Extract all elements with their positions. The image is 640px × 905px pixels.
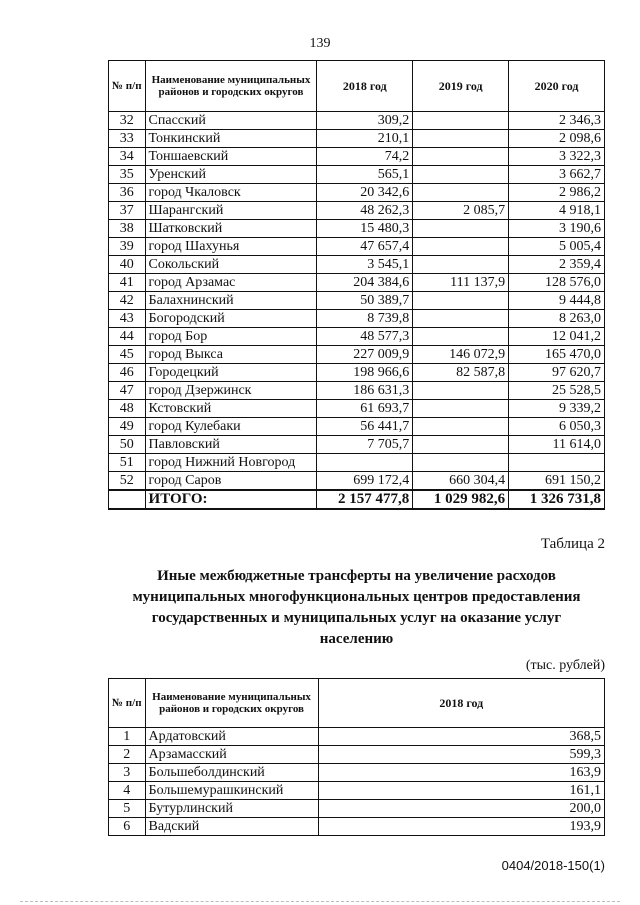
value-2018: 186 631,3 [317,382,413,400]
title-line: государственных и муниципальных услуг на оказание услуг [151,610,562,626]
table-row [109,382,605,400]
table-row [109,364,605,382]
row-number: 34 [109,148,146,166]
row-number: 35 [109,166,146,184]
table-row [109,346,605,364]
table-row [109,148,605,166]
value-2018: 20 342,6 [317,184,413,202]
row-number: 52 [109,472,146,491]
total-num-cell [109,490,146,509]
district-name: Большеболдинский [145,764,318,782]
total-2018: 2 157 477,8 [317,490,413,509]
value-2020: 691 150,2 [509,472,605,491]
table-row [109,238,605,256]
district-name: город Шахунья [145,238,317,256]
header-num: № п/п [109,61,146,112]
value-2019 [413,166,509,184]
table-row [109,256,605,274]
value-2020: 128 576,0 [509,274,605,292]
district-name: Арзамасский [145,746,318,764]
value-2018: 3 545,1 [317,256,413,274]
value-2018: 161,1 [318,782,604,800]
value-2019: 111 137,9 [413,274,509,292]
header-num: № п/п [109,679,146,728]
district-name: Шарангский [145,202,317,220]
table-row [109,166,605,184]
table-row [109,782,605,800]
transfers-table-2 [108,678,605,836]
table-2-body [109,728,605,836]
district-name: Уренский [145,166,317,184]
district-name: Большемурашкинский [145,782,318,800]
value-2018: 163,9 [318,764,604,782]
total-2019: 1 029 982,6 [413,490,509,509]
scan-edge-divider [20,900,620,902]
district-name: город Нижний Новгород [145,454,317,472]
row-number: 40 [109,256,146,274]
table-row [109,418,605,436]
row-number: 6 [109,818,146,836]
district-name: Богородский [145,310,317,328]
table-row [109,184,605,202]
header-2018: 2018 год [317,61,413,112]
row-number: 48 [109,400,146,418]
row-number: 45 [109,346,146,364]
table-row [109,328,605,346]
row-number: 38 [109,220,146,238]
value-2019 [413,130,509,148]
value-2019 [413,148,509,166]
table-row [109,764,605,782]
header-name: Наименование муниципальных районов и городских округов [145,679,318,728]
table-header-row [109,679,605,728]
value-2020: 9 339,2 [509,400,605,418]
table-row [109,112,605,130]
table-row [109,130,605,148]
row-number: 50 [109,436,146,454]
value-2020: 2 098,6 [509,130,605,148]
value-2020 [509,454,605,472]
row-number: 42 [109,292,146,310]
district-name: Тоншаевский [145,148,317,166]
value-2019 [413,292,509,310]
value-2018: 56 441,7 [317,418,413,436]
value-2018 [317,454,413,472]
value-2020: 3 322,3 [509,148,605,166]
value-2019 [413,112,509,130]
district-name: Бутурлинский [145,800,318,818]
table-header-row [109,61,605,112]
table-row [109,800,605,818]
value-2020: 2 359,4 [509,256,605,274]
value-2018: 50 389,7 [317,292,413,310]
table-1-body [109,112,605,491]
row-number: 41 [109,274,146,292]
row-number: 5 [109,800,146,818]
row-number: 4 [109,782,146,800]
table-row [109,746,605,764]
value-2018: 48 262,3 [317,202,413,220]
section-title [108,566,605,650]
row-number: 49 [109,418,146,436]
value-2019 [413,220,509,238]
title-line: муниципальных многофункциональных центров предоставления [132,589,581,605]
table-row [109,454,605,472]
value-2018: 565,1 [317,166,413,184]
value-2020: 2 986,2 [509,184,605,202]
value-2018: 198 966,6 [317,364,413,382]
row-number: 44 [109,328,146,346]
value-2020: 6 050,3 [509,418,605,436]
district-name: Балахнинский [145,292,317,310]
value-2020: 9 444,8 [509,292,605,310]
table-row [109,818,605,836]
district-name: Спасский [145,112,317,130]
value-2020: 97 620,7 [509,364,605,382]
value-2018: 309,2 [317,112,413,130]
value-2018: 48 577,3 [317,328,413,346]
value-2018: 47 657,4 [317,238,413,256]
district-name: Шатковский [145,220,317,238]
value-2018: 699 172,4 [317,472,413,491]
value-2018: 210,1 [317,130,413,148]
value-2018: 7 705,7 [317,436,413,454]
value-2019 [413,256,509,274]
row-number: 36 [109,184,146,202]
district-name: город Чкаловск [145,184,317,202]
title-line: Иные межбюджетные трансферты на увеличение расходов [157,568,556,584]
total-2020: 1 326 731,8 [509,490,605,509]
header-2019: 2019 год [413,61,509,112]
district-name: Ардатовский [145,728,318,746]
total-label: ИТОГО: [145,490,317,509]
row-number: 3 [109,764,146,782]
value-2018: 61 693,7 [317,400,413,418]
row-number: 32 [109,112,146,130]
table-row [109,310,605,328]
header-2018: 2018 год [318,679,604,728]
value-2019: 2 085,7 [413,202,509,220]
header-name: Наименование муниципальных районов и городских округов [145,61,317,112]
district-name: Городецкий [145,364,317,382]
value-2020: 8 263,0 [509,310,605,328]
value-2018: 193,9 [318,818,604,836]
header-2020: 2020 год [509,61,605,112]
district-name: Сокольский [145,256,317,274]
district-name: город Выкса [145,346,317,364]
district-name: Тонкинский [145,130,317,148]
row-number: 47 [109,382,146,400]
value-2020: 165 470,0 [509,346,605,364]
value-2019 [413,310,509,328]
value-2020: 3 662,7 [509,166,605,184]
table-row [109,292,605,310]
table-row [109,728,605,746]
value-2019 [413,184,509,202]
value-2019 [413,436,509,454]
value-2019: 82 587,8 [413,364,509,382]
table-row [109,274,605,292]
row-number: 1 [109,728,146,746]
table-row [109,472,605,491]
district-name: город Дзержинск [145,382,317,400]
district-name: город Бор [145,328,317,346]
row-number: 51 [109,454,146,472]
value-2019 [413,400,509,418]
value-2020: 3 190,6 [509,220,605,238]
value-2019 [413,454,509,472]
transfers-table-1 [108,60,605,510]
value-2018: 15 480,3 [317,220,413,238]
value-2018: 200,0 [318,800,604,818]
table-row [109,436,605,454]
value-2020: 2 346,3 [509,112,605,130]
page-number: 139 [309,36,331,51]
row-number: 39 [109,238,146,256]
row-number: 2 [109,746,146,764]
value-2019 [413,382,509,400]
district-name: Вадский [145,818,318,836]
value-2019: 660 304,4 [413,472,509,491]
value-2020: 25 528,5 [509,382,605,400]
value-2019 [413,418,509,436]
district-name: город Кулебаки [145,418,317,436]
row-number: 37 [109,202,146,220]
district-name: город Саров [145,472,317,491]
value-2019: 146 072,9 [413,346,509,364]
table-row [109,220,605,238]
total-row [109,490,605,509]
value-2018: 204 384,6 [317,274,413,292]
row-number: 43 [109,310,146,328]
row-number: 46 [109,364,146,382]
title-line: населению [319,631,394,647]
value-2019 [413,238,509,256]
value-2020: 11 614,0 [509,436,605,454]
table-2-label: Таблица 2 [540,536,605,552]
row-number: 33 [109,130,146,148]
value-2020: 4 918,1 [509,202,605,220]
document-code: 0404/2018-150(1) [501,858,605,873]
value-2018: 599,3 [318,746,604,764]
value-2018: 74,2 [317,148,413,166]
table-row [109,400,605,418]
value-2020: 5 005,4 [509,238,605,256]
value-2018: 368,5 [318,728,604,746]
table-row [109,202,605,220]
units-label: (тыс. рублей) [525,658,605,673]
value-2019 [413,328,509,346]
value-2020: 12 041,2 [509,328,605,346]
value-2018: 8 739,8 [317,310,413,328]
district-name: город Арзамас [145,274,317,292]
value-2018: 227 009,9 [317,346,413,364]
district-name: Павловский [145,436,317,454]
district-name: Кстовский [145,400,317,418]
